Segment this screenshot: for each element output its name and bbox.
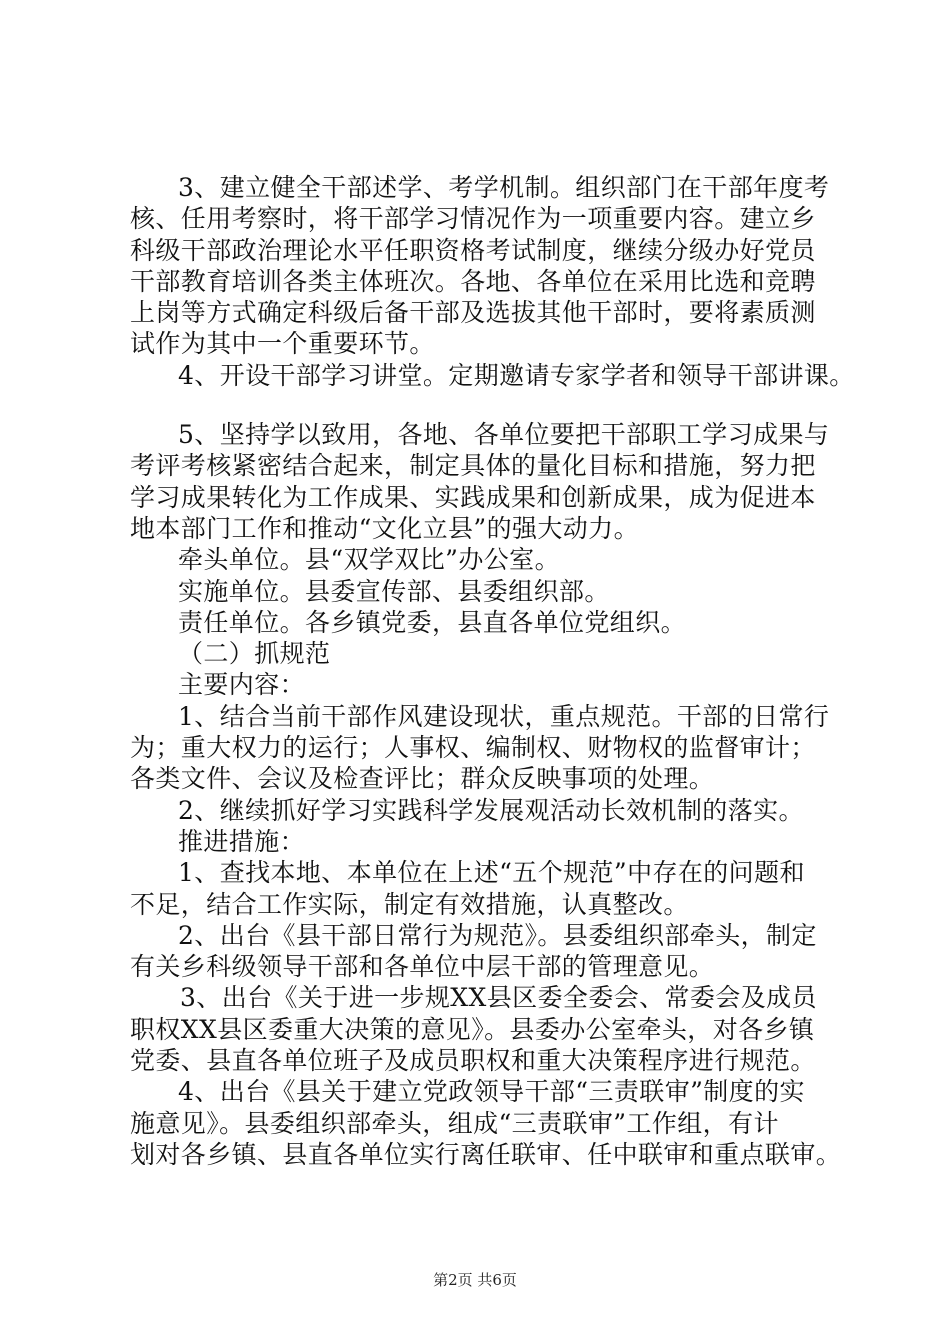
paragraph-item-4 xyxy=(130,360,855,391)
lead-unit: 牵头单位。县“双学双比”办公室。 xyxy=(178,545,560,575)
text-line: 3、建立健全干部述学、考学机制。组织部门在干部年度考 xyxy=(178,173,830,202)
page-number-footer: 第2页 共6页 xyxy=(433,1271,517,1289)
measure-item-3 xyxy=(130,982,830,1076)
text-line: 党委、县直各单位班子及成员职权和重大决策程序进行规范。 xyxy=(130,1046,816,1076)
text-line: 职权XX县区委重大决策的意见》。县委办公室牵头，对各乡镇 xyxy=(130,1014,815,1044)
measure-item-2 xyxy=(130,920,830,983)
text-line: 有关乡科级领导干部和各单位中层干部的管理意见。 xyxy=(130,952,715,982)
subsection-heading-main-content: 主要内容： xyxy=(178,670,306,700)
text-line: 4、出台《县关于建立党政领导干部“三责联审”制度的实 xyxy=(178,1077,805,1107)
text-line: 划对各乡镇、县直各单位实行离任联审、任中联审和重点联审。 xyxy=(130,1139,842,1169)
responsible-unit: 责任单位。各乡镇党委，县直各单位党组织。 xyxy=(178,607,687,637)
content-item-1 xyxy=(130,701,830,795)
text-line: 试作为其中一个重要环节。 xyxy=(130,329,435,359)
text-line: 1、结合当前干部作风建设现状，重点规范。干部的日常行 xyxy=(178,701,830,731)
text-line: 核、任用考察时，将干部学习情况作为一项重要内容。建立乡 xyxy=(130,204,816,234)
text-line: 科级干部政治理论水平任职资格考试制度，继续分级办好党员 xyxy=(130,235,816,265)
content-item-2: 2、继续抓好学习实践科学发展观活动长效机制的落实。 xyxy=(178,795,804,825)
paragraph-item-3 xyxy=(130,172,830,360)
text-line: 3、出台《关于进一步规XX县区委全委会、常委会及成员 xyxy=(180,983,817,1013)
text-line: 地本部门工作和推动“文化立县”的强大动力。 xyxy=(130,513,639,543)
text-line: 干部教育培训各类主体班次。各地、各单位在采用比选和竞聘 xyxy=(130,266,816,296)
section-heading: （二）抓规范 xyxy=(178,639,331,669)
measure-item-1 xyxy=(130,857,830,920)
text-line: 5、坚持学以致用，各地、各单位要把干部职工学习成果与 xyxy=(178,420,830,450)
text-line: 考评考核紧密结合起来，制定具体的量化目标和措施，努力把 xyxy=(130,451,816,481)
text-line: 上岗等方式确定科级后备干部及选拔其他干部时，要将素质测 xyxy=(130,298,816,328)
paragraph-gap xyxy=(130,391,830,419)
paragraph-item-5 xyxy=(130,419,830,544)
text-line: 1、查找本地、本单位在上述“五个规范”中存在的问题和 xyxy=(178,858,805,888)
document-body xyxy=(130,172,855,1170)
text-line: 不足，结合工作实际，制定有效措施，认真整改。 xyxy=(130,889,689,919)
text-line: 学习成果转化为工作成果、实践成果和创新成果，成为促进本 xyxy=(130,482,816,512)
measure-item-4 xyxy=(130,1076,842,1170)
subsection-heading-measures: 推进措施： xyxy=(178,826,306,856)
implementing-unit: 实施单位。县委宣传部、县委组织部。 xyxy=(178,576,610,606)
text-line: 各类文件、会议及检查评比；群众反映事项的处理。 xyxy=(130,764,715,794)
text-line: 为；重大权力的运行；人事权、编制权、财物权的监督审计； xyxy=(130,733,816,763)
text-line: 2、出台《县干部日常行为规范》。县委组织部牵头，制定 xyxy=(178,920,817,950)
text-line: 4、开设干部学习讲堂。定期邀请专家学者和领导干部讲课。 xyxy=(178,360,855,390)
text-line: 施意见》。县委组织部牵头，组成“三责联审”工作组，有计 xyxy=(130,1108,779,1138)
